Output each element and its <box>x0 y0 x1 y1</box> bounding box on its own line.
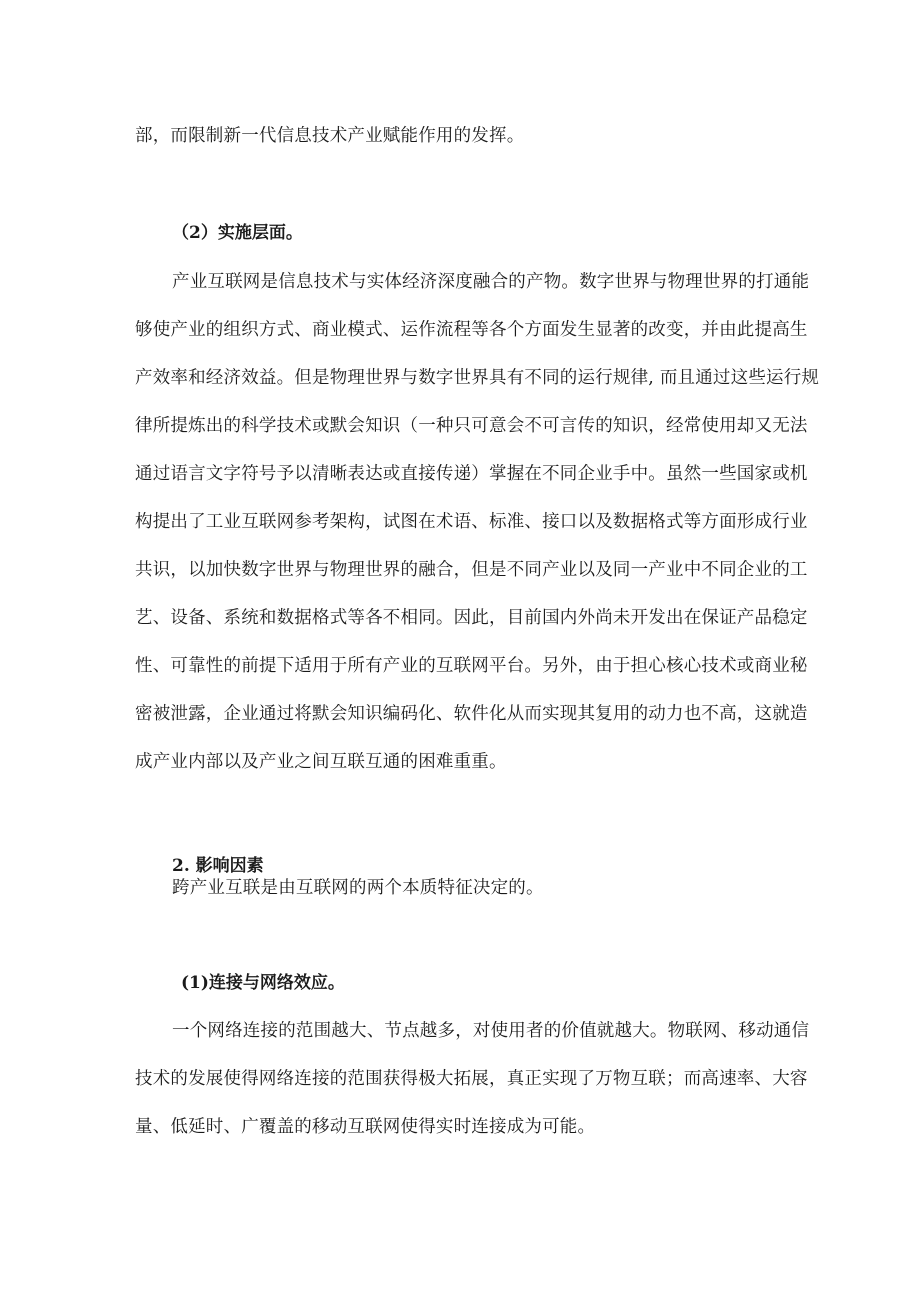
paragraph-implementation-line-6: 构提出了工业互联网参考架构，试图在术语、标准、接口以及数据格式等方面形成行业 <box>135 512 808 532</box>
paragraph-implementation-line-8: 艺、设备、系统和数据格式等各不相同。因此，目前国内外尚未开发出在保证产品稳定 <box>135 608 808 628</box>
paragraph-implementation-line-9: 性、可靠性的前提下适用于所有产业的互联网平台。另外，由于担心核心技术或商业秘 <box>135 656 808 676</box>
paragraph-implementation-line-5: 通过语言文字符号予以清晰表达或直接传递）掌握在不同企业手中。虽然一些国家或机 <box>135 464 808 484</box>
paragraph-network-line-1: 一个网络连接的范围越大、节点越多，对使用者的价值就越大。物联网、移动通信 <box>172 1021 810 1041</box>
paragraph-intro-line-1: 部，而限制新一代信息技术产业赋能作用的发挥。 <box>135 126 525 146</box>
paragraph-implementation-line-10: 密被泄露，企业通过将默会知识编码化、软件化从而实现其复用的动力也不高，这就造 <box>135 704 808 724</box>
paragraph-implementation-line-4: 律所提炼出的科学技术或默会知识（一种只可意会不可言传的知识，经常使用却又无法 <box>135 416 808 436</box>
section-heading-network-effect: (1)连接与网络效应。 <box>181 973 345 993</box>
paragraph-factors: 跨产业互联是由互联网的两个本质特征决定的。 <box>172 878 544 898</box>
section-heading-implementation: （2）实施层面。 <box>172 223 303 243</box>
paragraph-implementation-line-2: 够使产业的组织方式、商业模式、运作流程等各个方面发生显著的改变，并由此提高生 <box>135 320 808 340</box>
section-heading-factors: 2. 影响因素 <box>172 856 264 876</box>
paragraph-implementation-line-11: 成产业内部以及产业之间互联互通的困难重重。 <box>135 752 507 772</box>
paragraph-network-line-2: 技术的发展使得网络连接的范围获得极大拓展，真正实现了万物互联；而高速率、大容 <box>135 1069 808 1089</box>
paragraph-implementation-line-3: 产效率和经济效益。但是物理世界与数字世界具有不同的运行规律, 而且通过这些运行规 <box>135 368 820 388</box>
paragraph-network-line-3: 量、低延时、广覆盖的移动互联网使得实时连接成为可能。 <box>135 1117 596 1137</box>
paragraph-implementation-line-7: 共识，以加快数字世界与物理世界的融合，但是不同产业以及同一产业中不同企业的工 <box>135 560 808 580</box>
paragraph-implementation-line-1: 产业互联网是信息技术与实体经济深度融合的产物。数字世界与物理世界的打通能 <box>172 272 810 292</box>
